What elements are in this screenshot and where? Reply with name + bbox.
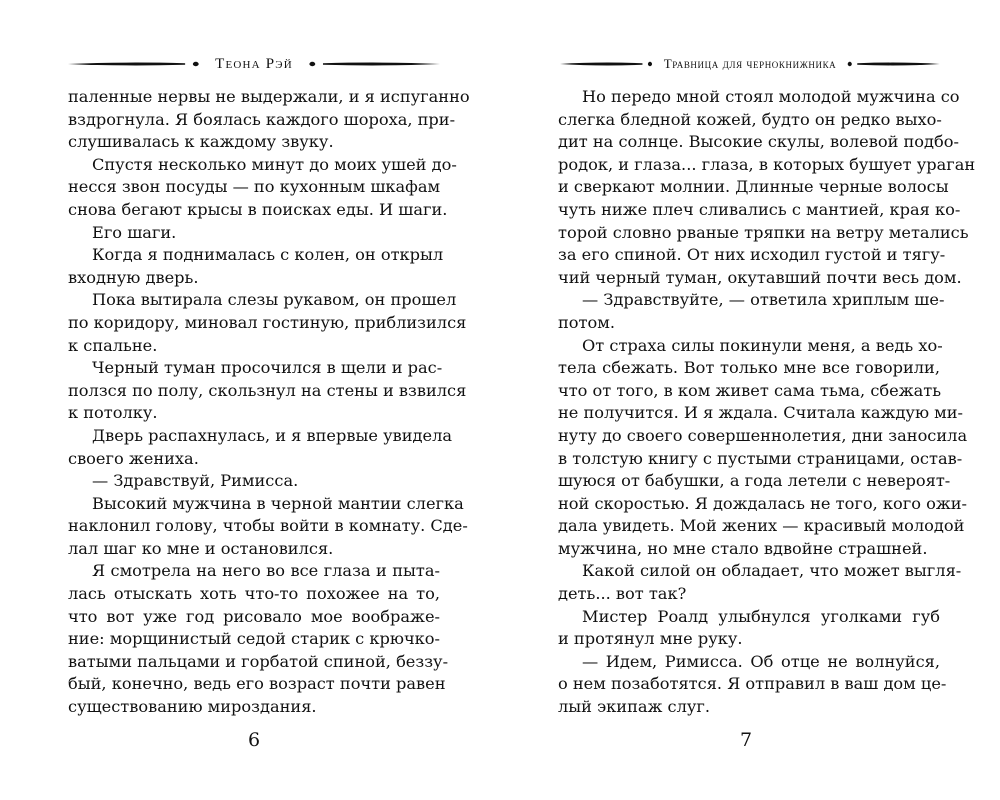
left-header-ornament-left bbox=[68, 58, 201, 70]
text-line: и протянул мне руку. bbox=[558, 629, 743, 649]
text-line: наклонил голову, чтобы войти в комнату. Сде- bbox=[68, 516, 468, 536]
text-line: Но передо мной стоял молодой мужчина со bbox=[582, 87, 960, 106]
text-line: вздрогнула. Я боялась каждого шороха, при- bbox=[68, 109, 456, 129]
text-line: Черный туман просочился в щели и рас- bbox=[92, 358, 443, 378]
text-line: лась отыскать хоть что-то похожее на то, bbox=[68, 584, 440, 604]
text-line: лый экипаж слуг. bbox=[558, 697, 711, 717]
text-line: за его спиной. От них исходил густой и тягу- bbox=[558, 245, 946, 265]
left-header-ornament-right bbox=[307, 58, 440, 70]
text-line: — Здравствуй, Римисса. bbox=[92, 471, 299, 491]
text-line: не получится. И я ждала. Считала каждую ми- bbox=[558, 403, 964, 423]
text-line: деть... вот так? bbox=[558, 584, 687, 604]
text-line: несся звон посуды — по кухонным шкафам bbox=[68, 177, 441, 197]
book-author: Теона Рэй bbox=[215, 55, 293, 72]
text-line: ватыми пальцами и горбатой спиной, беззу- bbox=[68, 651, 449, 671]
left-body-text bbox=[68, 86, 470, 719]
text-line: своего жениха. bbox=[68, 448, 199, 468]
text-line: потом. bbox=[558, 312, 615, 332]
right-header-ornament-left bbox=[560, 58, 654, 70]
text-line: Высокий мужчина в черной мантии слегка bbox=[92, 493, 464, 513]
text-line: к потолку. bbox=[68, 403, 158, 423]
text-line: снова бегают крысы в поисках еды. И шаги. bbox=[68, 199, 448, 219]
text-line: по коридору, миновал гостиную, приблизился bbox=[68, 312, 467, 332]
text-line: ние: морщинистый седой старик с крючко- bbox=[68, 629, 440, 649]
text-line: и сверкают молнии. Длинные черные волосы bbox=[558, 177, 949, 197]
text-line: Мистер Роалд улыбнулся уголками губ bbox=[582, 606, 940, 626]
text-line: родок, и глаза... глаза, в которых бушует ураган bbox=[558, 154, 976, 174]
text-line: что от того, в ком живет сама тьма, сбежать bbox=[558, 380, 942, 400]
right-page-number: 7 bbox=[739, 729, 753, 751]
text-line: ной скоростью. Я дождалась не того, кого ожи- bbox=[558, 493, 967, 513]
text-line: бый, конечно, ведь его возраст почти равен bbox=[68, 674, 446, 694]
text-line: тела сбежать. Вот только мне все говорили, bbox=[558, 358, 940, 378]
text-line: входную дверь. bbox=[68, 267, 199, 287]
text-line: Дверь распахнулась, и я впервые увидела bbox=[92, 425, 453, 445]
text-line: От страха силы покинули меня, а ведь хо- bbox=[582, 335, 943, 355]
text-line: что вот уже год рисовало мое воображе- bbox=[68, 606, 440, 626]
text-line: Какой силой он обладает, что может выгля- bbox=[582, 561, 962, 581]
text-line: торой словно рваные тряпки на ветру метались bbox=[558, 222, 969, 242]
right-header-ornament-right bbox=[846, 58, 940, 70]
text-line: паленные нервы не выдержали, и я испуганно bbox=[68, 87, 470, 106]
text-line: к спальне. bbox=[68, 335, 158, 355]
text-line: — Идем, Римисса. Об отце не волнуйся, bbox=[582, 651, 940, 671]
right-running-header bbox=[560, 52, 940, 76]
text-line: чий черный туман, окутавший почти весь дом. bbox=[558, 267, 962, 287]
text-line: слегка бледной кожей, будто он редко выхо- bbox=[558, 109, 942, 129]
text-line: Когда я поднималась с колен, он открыл bbox=[92, 245, 444, 265]
text-line: Я смотрела на него во все глаза и пыта- bbox=[92, 561, 440, 581]
text-line: дала увидеть. Мой жених — красивый молодой bbox=[558, 516, 965, 536]
text-line: ползся по полу, скользнул на стены и взвился bbox=[68, 380, 467, 400]
text-line: слушивалась к каждому звуку. bbox=[68, 132, 334, 152]
text-line: о нем позаботятся. Я отправил в ваш дом це- bbox=[558, 674, 947, 694]
text-line: Его шаги. bbox=[92, 222, 177, 242]
book-title: Травница для чернокнижника bbox=[663, 56, 837, 71]
right-body-text bbox=[558, 86, 976, 719]
right-page bbox=[500, 0, 1000, 800]
text-line: шуюся от бабушки, а года летели с невероят- bbox=[558, 471, 951, 491]
text-line: чуть ниже плеч сливались с мантией, края ко- bbox=[558, 199, 961, 219]
text-line: мужчина, но мне стало вдвойне страшней. bbox=[558, 538, 928, 558]
text-line: в толстую книгу с пустыми страницами, остав- bbox=[558, 448, 963, 468]
text-line: лал шаг ко мне и остановился. bbox=[68, 538, 334, 558]
text-line: существованию мироздания. bbox=[68, 697, 317, 717]
text-line: Спустя несколько минут до моих ушей до- bbox=[92, 154, 457, 174]
left-running-header bbox=[68, 52, 440, 76]
text-line: Пока вытирала слезы рукавом, он прошел bbox=[92, 290, 457, 310]
left-page-number: 6 bbox=[247, 729, 261, 751]
text-line: — Здравствуйте, — ответила хриплым ше- bbox=[582, 290, 945, 310]
text-line: дит на солнце. Высокие скулы, волевой подбо- bbox=[558, 132, 959, 152]
text-line: нуту до своего совершеннолетия, дни заносила bbox=[558, 425, 968, 445]
